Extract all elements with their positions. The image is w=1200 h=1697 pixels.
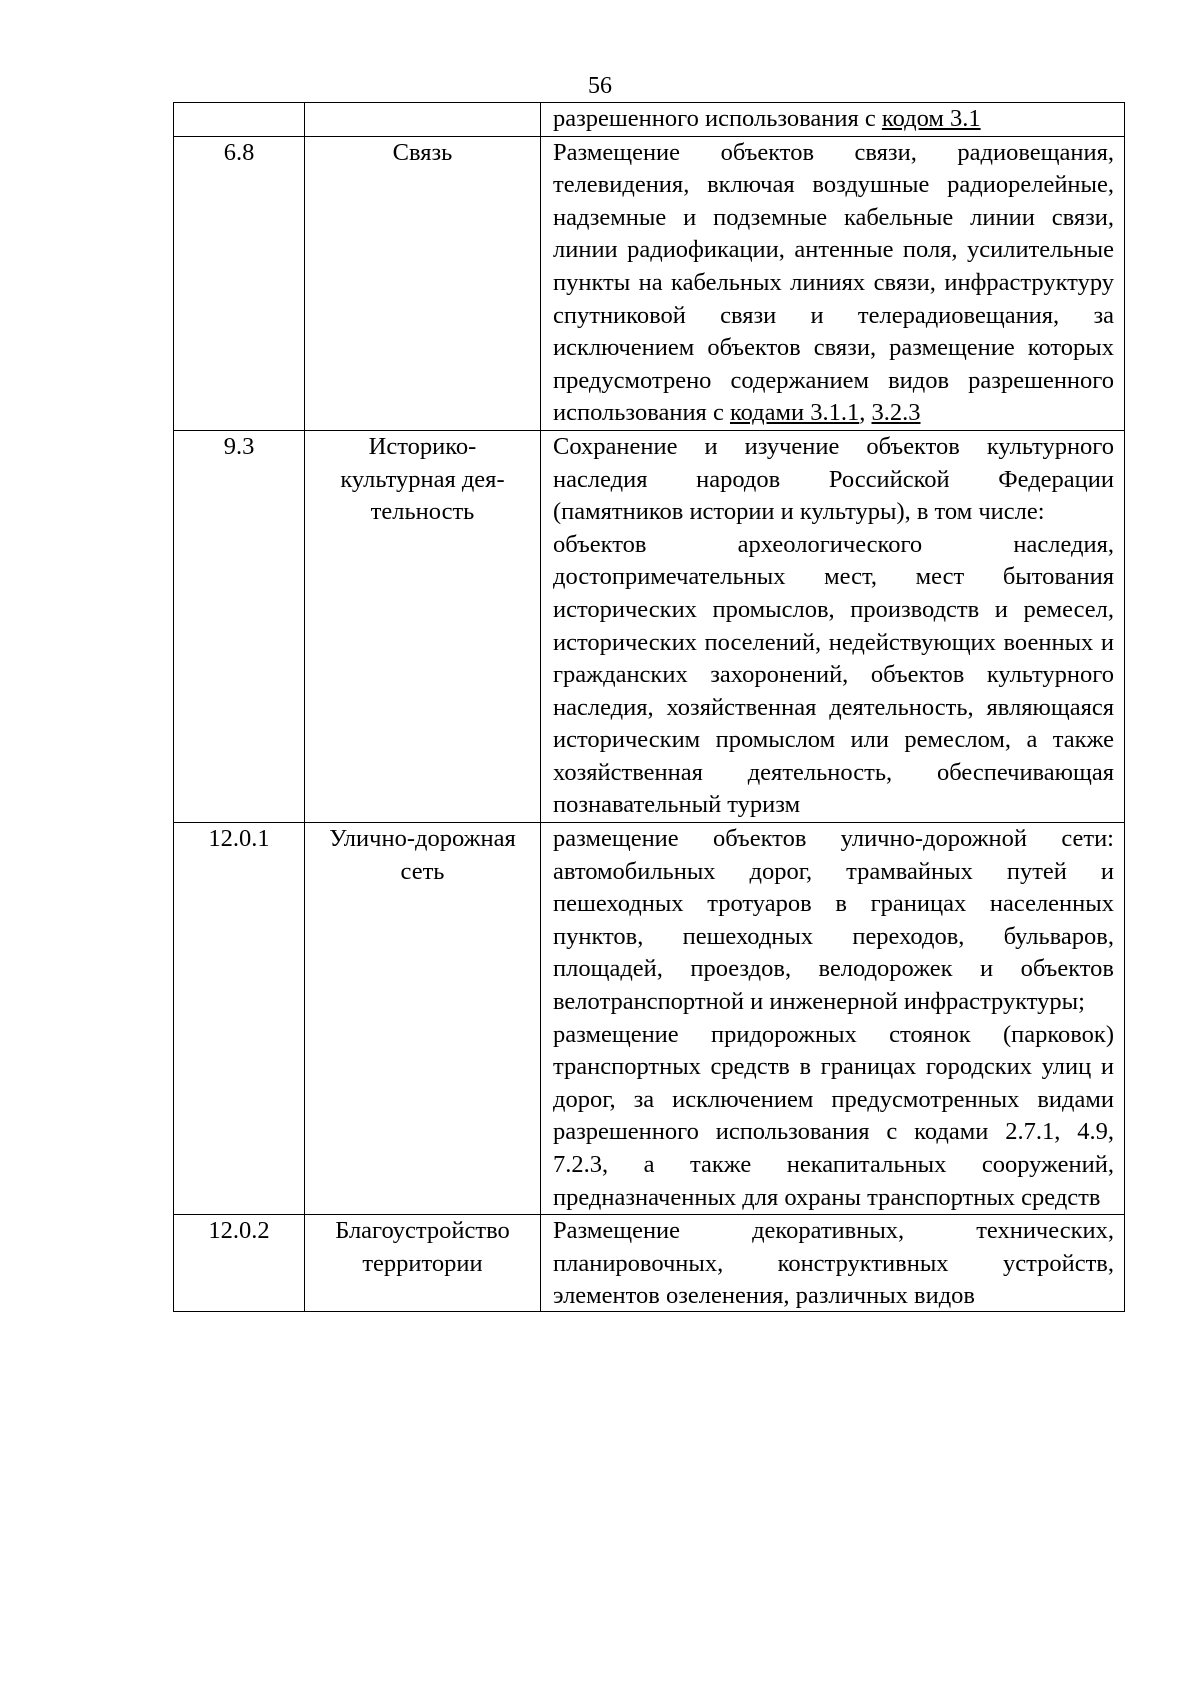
table-row-continuation xyxy=(174,103,1125,137)
description-text: разрешенного использования с xyxy=(553,105,882,132)
cell-code xyxy=(174,103,305,137)
land-use-table xyxy=(173,102,1125,1312)
cell-name: Благоустройство территории xyxy=(305,1215,541,1312)
code-reference-link[interactable]: кодом 3.1 xyxy=(881,105,981,132)
description-paragraph: объектов археологического наследия, достопримечательных мест, мест бытования исторических промыслов, производств и ремесел, исторических поселений, недействующих военных и гражданских захоронений, объектов культурного наследия, хозяйственная деятельность, являющаяся историческим промыслом или ремеслом, а также хозяйственная деятельность, обеспечивающая познавательный туризм xyxy=(553,530,1114,819)
cell-code: 6.8 xyxy=(174,136,305,430)
code-reference-link[interactable]: кодами 3.1.1 xyxy=(729,399,860,427)
description-clip xyxy=(553,1215,1114,1311)
table-row-12-0-1 xyxy=(174,823,1125,1215)
table-row-6-8 xyxy=(174,136,1125,430)
cell-code: 9.3 xyxy=(174,430,305,822)
cell-name: Улично-дорожная сеть xyxy=(305,823,541,1215)
cell-name: Связь xyxy=(305,136,541,430)
description-paragraph xyxy=(553,137,1114,430)
cell-description xyxy=(541,103,1125,137)
cell-name: Историко-культурная дея-тельность xyxy=(305,430,541,822)
cell-description xyxy=(541,430,1125,822)
description-paragraph: размещение придорожных стоянок (парковок) транспортных средств в границах городских улиц и дорог, за исключением предусмотренных видами разрешенного использования с кодами 2.7.1, 4.9, 7.2.3, а также некапитальных сооружений, предназначенных для охраны транспортных средств xyxy=(553,1020,1114,1211)
description-paragraph: Сохранение и изучение объектов культурного наследия народов Российской Федерации (памятников истории и культуры), в том числе: xyxy=(553,432,1114,526)
table-row-12-0-2 xyxy=(174,1215,1125,1312)
cell-description xyxy=(541,1215,1125,1312)
cell-description xyxy=(541,136,1125,430)
cell-code: 12.0.1 xyxy=(174,823,305,1215)
cell-description xyxy=(541,823,1125,1215)
table-row-9-3 xyxy=(174,430,1125,822)
separator-text: , xyxy=(859,399,872,427)
code-reference-link[interactable]: 3.2.3 xyxy=(871,399,921,427)
description-text: Размещение объектов связи, радиовещания, телевидения, включая воздушные радиорелейные, надземные и подземные кабельные линии связи, линии радиофикации, антенные поля, усилительные пункты на кабельных линиях связи, инфраструктуру спутниковой связи и телерадиовещания, за исключением объектов связи, размещение которых предусмотрено содержанием видов разрешенного использования с xyxy=(553,138,1114,427)
description-paragraph: размещение объектов улично-дорожной сети: автомобильных дорог, трамвайных путей и пешеходных тротуаров в границах населенных пунктов, пешеходных переходов, бульваров, площадей, проездов, велодорожек и объектов велотранспортной и инженерной инфраструктуры; xyxy=(553,825,1114,1016)
cell-name xyxy=(305,103,541,137)
cell-code: 12.0.2 xyxy=(174,1215,305,1312)
description-paragraph: Размещение декоративных, технических, планировочных, конструктивных устройств, элементов озеленения, различных видов xyxy=(553,1217,1114,1310)
page-number: 56 xyxy=(588,73,612,99)
